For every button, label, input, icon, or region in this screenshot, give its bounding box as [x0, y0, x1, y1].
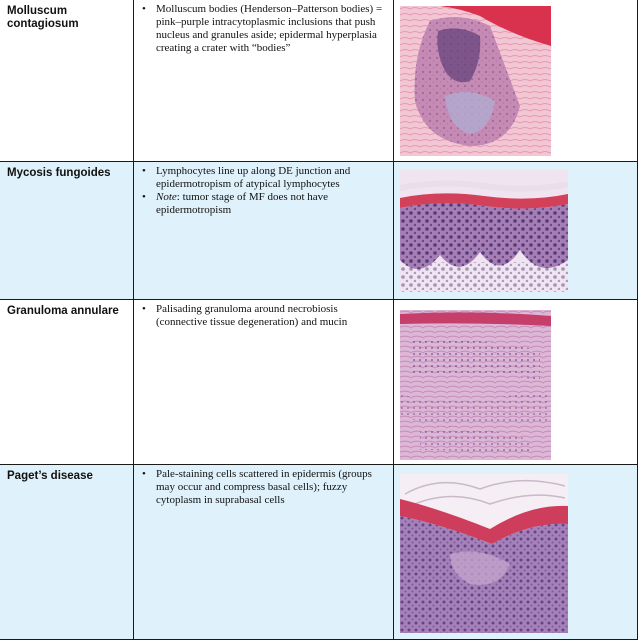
row-description	[140, 3, 390, 55]
bullet-glyph: •	[142, 165, 146, 177]
column-divider	[393, 465, 394, 639]
bullet-text: Pale-staining cells scattered in epidermis (groups may occur and compress basal cells); fuzzy cytoplasm in suprabasal cells	[156, 468, 372, 506]
column-divider	[393, 162, 394, 299]
column-divider	[393, 300, 394, 464]
histology-image-pagets-disease	[400, 474, 568, 633]
column-divider	[133, 0, 134, 161]
table-border	[637, 0, 638, 161]
list-item	[140, 303, 390, 329]
bullet-text: Molluscum bodies (Henderson–Patterson bodies) = pink–purple intracytoplasmic inclusions that push nucleus and granules aside; epidermal hyperplasia creating a crater with “bodies”	[156, 3, 383, 54]
table-row	[0, 300, 638, 465]
histology-image-mycosis-fungoides	[400, 170, 568, 292]
bullet-glyph: •	[142, 3, 146, 15]
list-item	[140, 3, 390, 55]
bullet-text: : tumor stage of MF does not have epidermotropism	[156, 191, 329, 216]
row-term: Molluscum contagiosum	[7, 5, 79, 30]
table-row	[0, 162, 638, 300]
histology-image-molluscum	[400, 6, 551, 156]
table-row	[0, 0, 638, 162]
bullet-glyph: •	[142, 303, 146, 315]
row-description	[140, 165, 390, 217]
list-item	[140, 468, 390, 507]
table-border	[637, 465, 638, 639]
bullet-glyph: •	[142, 468, 146, 480]
bullet-text: Lymphocytes line up along DE junction and epidermotropism of atypical lymphocytes	[156, 165, 351, 190]
table-border	[637, 300, 638, 464]
row-term: Granuloma annulare	[7, 305, 119, 317]
column-divider	[133, 162, 134, 299]
column-divider	[133, 300, 134, 464]
table-row	[0, 465, 638, 640]
row-term: Mycosis fungoides	[7, 167, 111, 179]
row-term: Paget’s disease	[7, 470, 93, 482]
row-description	[140, 468, 390, 507]
table-border	[637, 162, 638, 299]
list-item	[140, 191, 390, 217]
row-description	[140, 303, 390, 329]
column-divider	[133, 465, 134, 639]
bullet-glyph: •	[142, 191, 146, 203]
column-divider	[393, 0, 394, 161]
bullet-text: Palisading granuloma around necrobiosis (connective tissue degeneration) and mucin	[156, 303, 348, 328]
list-item	[140, 165, 390, 191]
note-label: Note	[156, 191, 177, 203]
histology-image-granuloma-annulare	[400, 310, 551, 460]
